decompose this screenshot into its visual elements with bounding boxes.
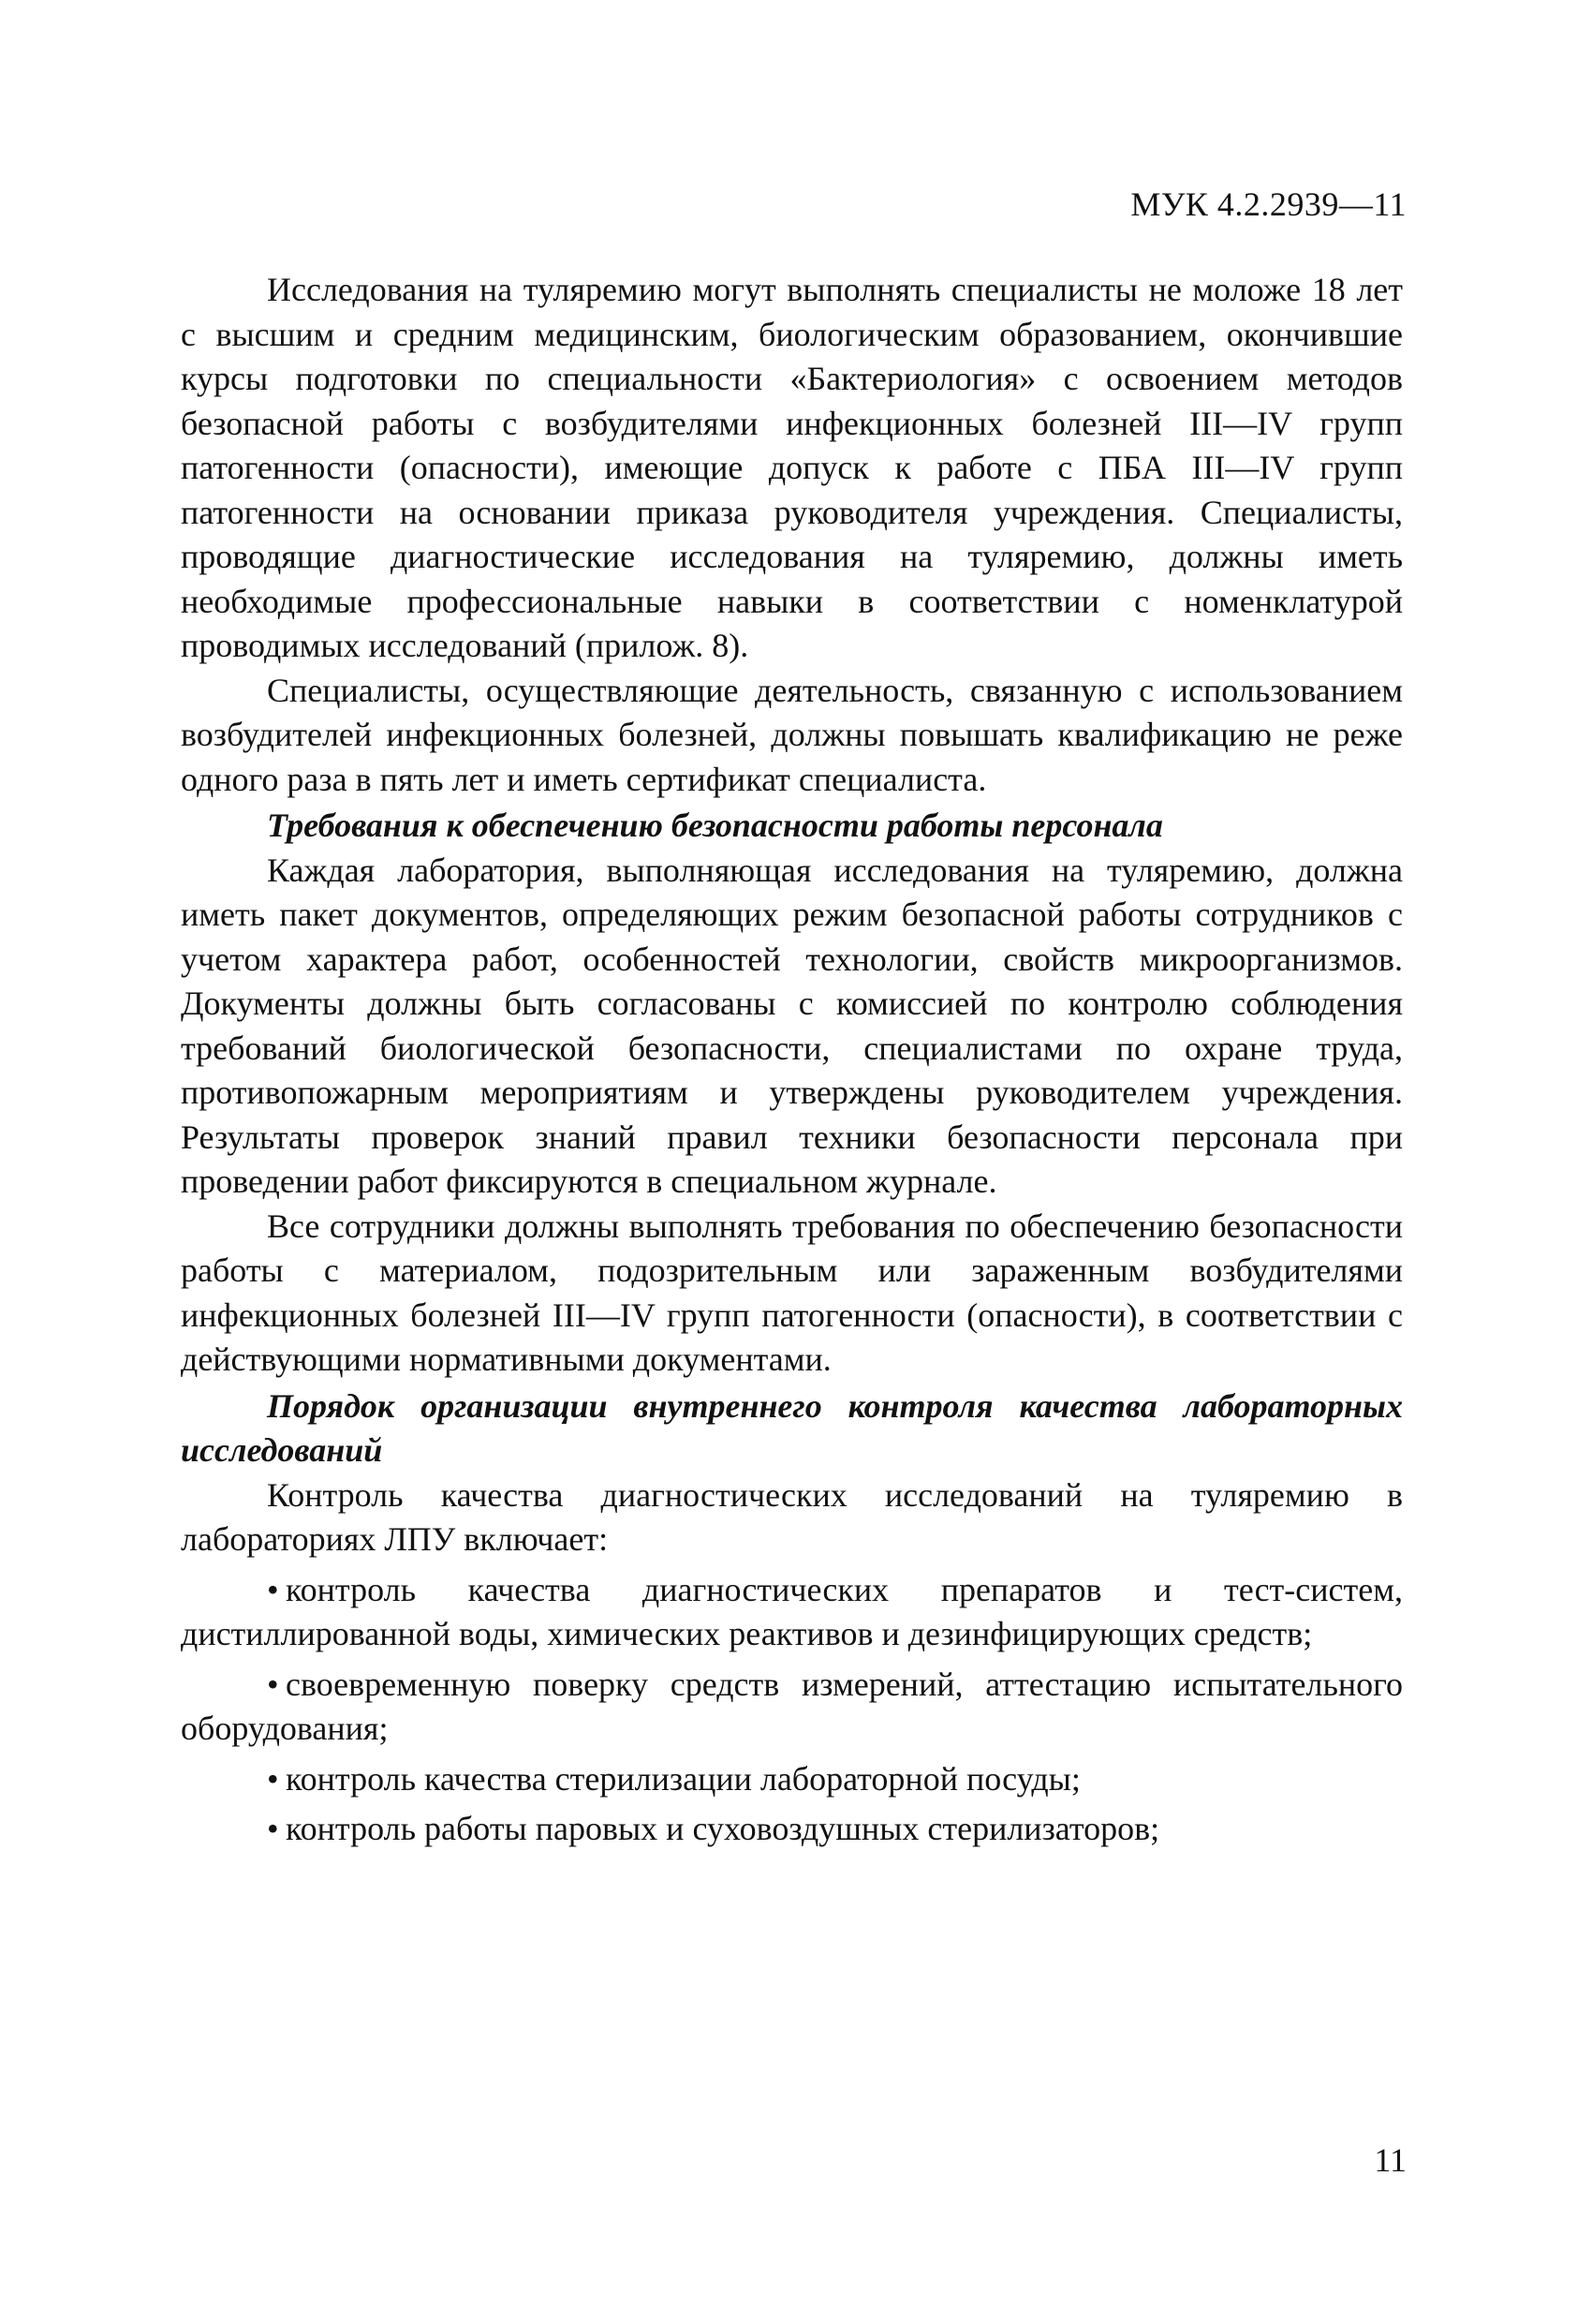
bullet-icon: • (267, 1759, 279, 1798)
paragraph-qualification: Специалисты, осуществляющие деятельность, связанную с использованием возбудителей инфекционных болезней, должны повышать квалификацию не реже одного раза в пять лет и иметь сертификат специалиста. (181, 671, 1403, 798)
list-item-text: своевременную поверку средств измерений, аттестацию испытательного оборудования; (181, 1665, 1403, 1747)
list-item-text: контроль качества стерилизации лабораторной посуды; (286, 1759, 1081, 1798)
list-item (181, 1568, 1403, 1657)
list-item-text: контроль работы паровых и суховоздушных стерилизаторов; (286, 1810, 1160, 1847)
list-item (181, 1807, 1403, 1852)
bullet-icon: • (267, 1665, 279, 1703)
bullet-icon: • (267, 1810, 279, 1847)
page-number: 11 (1374, 2141, 1407, 2179)
section-heading-safety: Требования к обеспечению безопасности работы персонала (267, 807, 1163, 844)
bullet-icon: • (267, 1570, 279, 1608)
section-heading-quality-control: Порядок организации внутреннего контроля качества лабораторных исследований (181, 1386, 1403, 1469)
document-code: МУК 4.2.2939—11 (1130, 185, 1407, 223)
paragraph-staff-requirements: Исследования на туляремию могут выполнять специалисты не моложе 18 лет с высшим и средним медицинским, биологическим образованием, окончившие курсы подготовки по специальности «Бактериология» с освоением методов безопасной работы с возбудителями инфекционных болезней III—IV групп патогенности (опасности), имеющие допуск к работе с ПБА III—IV групп патогенности на основании приказа руководителя учреждения. Специалисты, проводящие диагностические исследования на туляремию, должны иметь необходимые профессиональные навыки в соответствии с номенклатурой проводимых исследований (прилож. 8). (181, 271, 1403, 664)
list-item (181, 1757, 1403, 1802)
paragraph-safety-documents: Каждая лаборатория, выполняющая исследования на туляремию, должна иметь пакет документов, определяющих режим безопасной работы сотрудников с учетом характера работ, особенностей технологии, свойств микроорганизмов. Документы должны быть согласованы с комиссией по контролю соблюдения требований биологической безопасности, специалистами по охране труда, противопожарным мероприятиям и утверждены руководителем учреждения. Результаты проверок знаний правил техники безопасности персонала при проведении работ фиксируются в специальном журнале. (181, 851, 1403, 1200)
list-item (181, 1663, 1403, 1752)
paragraph-safety-compliance: Все сотрудники должны выполнять требования по обеспечению безопасности работы с материалом, подозрительным или зараженным возбудителями инфекционных болезней III—IV групп патогенности (опасности), в соответствии с действующими нормативными документами. (181, 1206, 1403, 1378)
page-body (181, 268, 1403, 1852)
quality-control-list (181, 1568, 1403, 1852)
paragraph-quality-control-intro: Контроль качества диагностических исследований на туляремию в лабораториях ЛПУ включает: (181, 1475, 1403, 1558)
list-item-text: контроль качества диагностических препаратов и тест-систем, дистиллированной воды, химических реактивов и дезинфицирующих средств; (181, 1570, 1403, 1652)
